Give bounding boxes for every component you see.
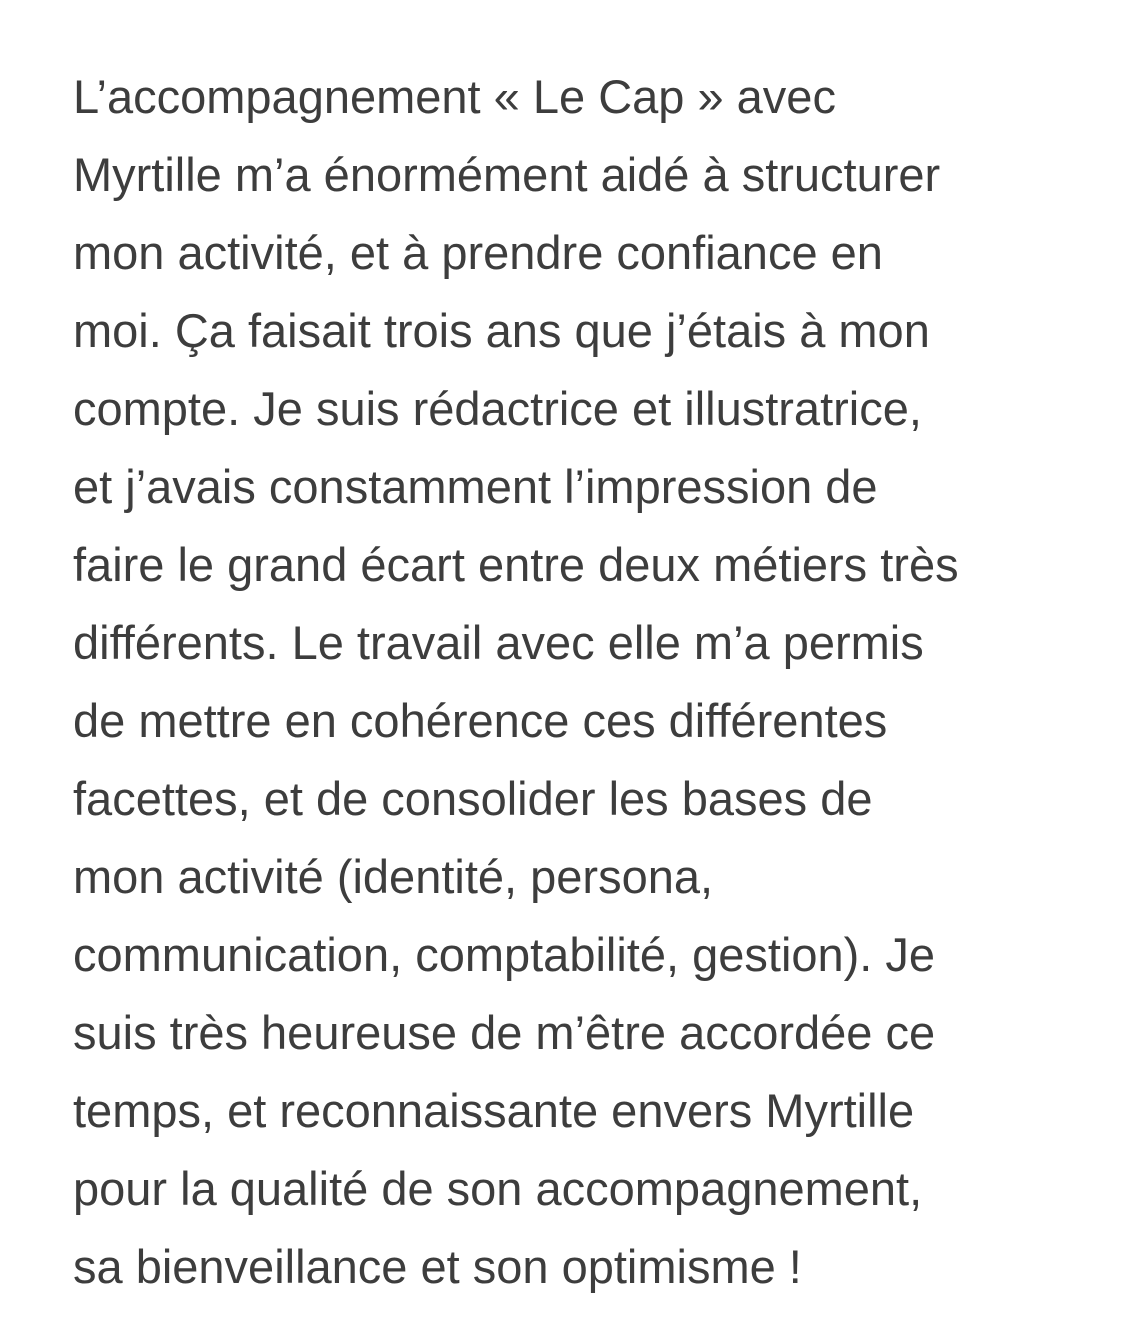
text-line: compte. Je suis rédactrice et illustratrice,	[73, 382, 922, 435]
text-line: Myrtille m’a énormément aidé à structurer	[73, 148, 941, 201]
text-line: de mettre en cohérence ces différentes	[73, 694, 888, 747]
text-line: faire le grand écart entre deux métiers très	[73, 538, 959, 591]
testimonial-text	[73, 58, 1093, 1306]
text-line: mon activité (identité, persona,	[73, 850, 714, 903]
text-line: facettes, et de consolider les bases de	[73, 772, 873, 825]
text-line: mon activité, et à prendre confiance en	[73, 226, 883, 279]
text-line: communication, comptabilité, gestion). Je	[73, 928, 936, 981]
text-line: sa bienveillance et son optimisme !	[73, 1240, 802, 1293]
text-line: moi. Ça faisait trois ans que j’étais à mon	[73, 304, 930, 357]
text-line: différents. Le travail avec elle m’a permis	[73, 616, 924, 669]
text-line: pour la qualité de son accompagnement,	[73, 1162, 923, 1215]
text-line: suis très heureuse de m’être accordée ce	[73, 1006, 936, 1059]
text-line: temps, et reconnaissante envers Myrtille	[73, 1084, 915, 1137]
text-line: et j’avais constamment l’impression de	[73, 460, 878, 513]
text-line: L’accompagnement « Le Cap » avec	[73, 70, 836, 123]
